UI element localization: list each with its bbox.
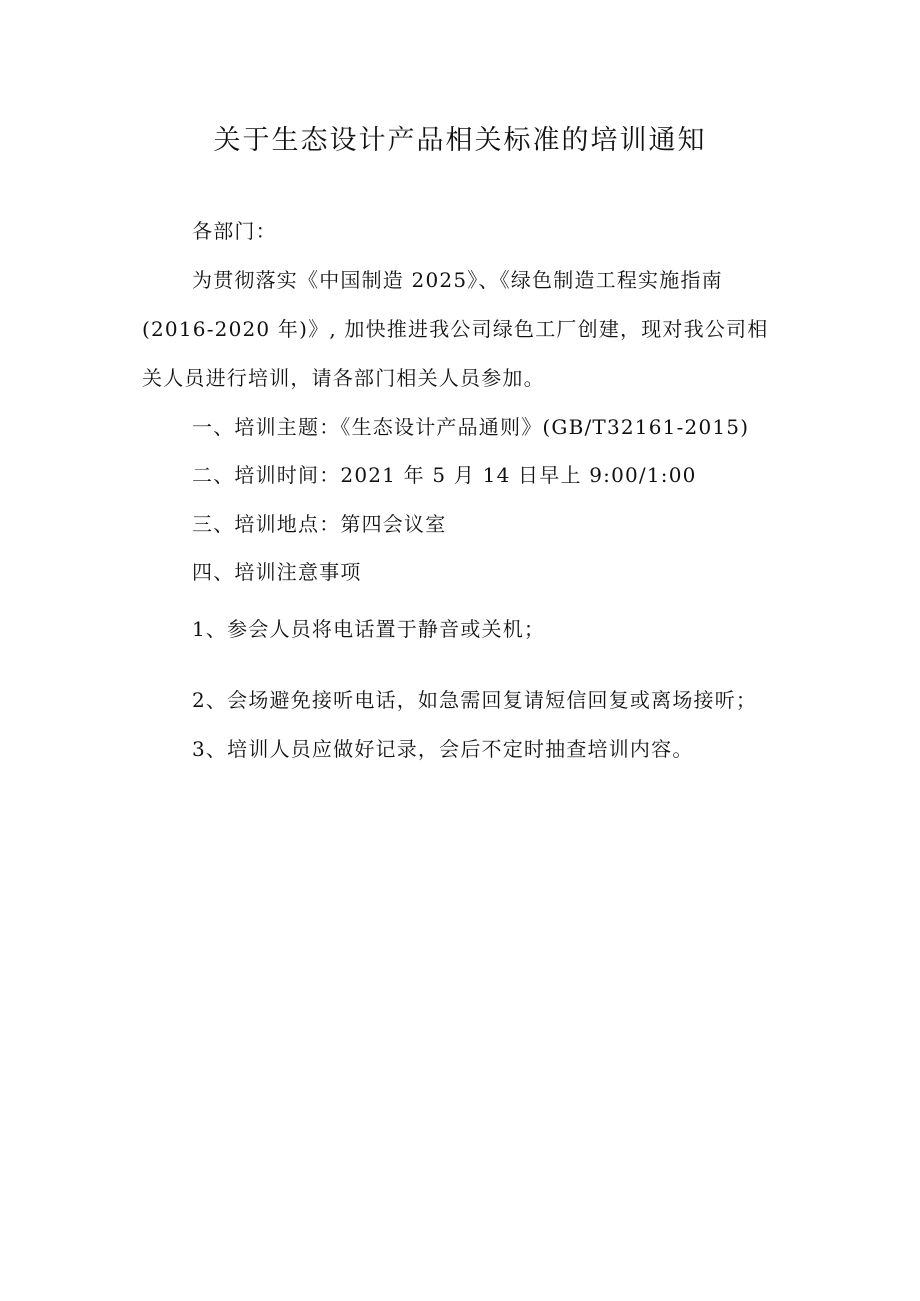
item-time: 二、培训时间：2021 年 5 月 14 日早上 9:00/1:00 [192,463,697,487]
intro-line-1: 为贯彻落实《中国制造 2025》、《绿色制造工程实施指南 [192,268,723,292]
note-item-2: 2、会场避免接听电话，如急需回复请短信回复或离场接听； [192,688,758,712]
note-item-1: 1、参会人员将电话置于静音或关机； [192,617,546,641]
note-item-3: 3、培训人员应做好记录，会后不定时抽查培训内容。 [192,737,694,761]
item-notes-heading: 四、培训注意事项 [192,560,362,584]
intro-line-2: (2016-2020 年)》, 加快推进我公司绿色工厂创建，现对我公司相 [142,317,769,341]
salutation: 各部门： [192,219,277,243]
document-title: 关于生态设计产品相关标准的培训通知 [213,125,707,156]
item-location: 三、培训地点：第四会议室 [192,512,447,536]
item-topic: 一、培训主题：《生态设计产品通则》(GB/T32161-2015) [192,415,750,439]
intro-line-3: 关人员进行培训，请各部门相关人员参加。 [142,366,545,390]
